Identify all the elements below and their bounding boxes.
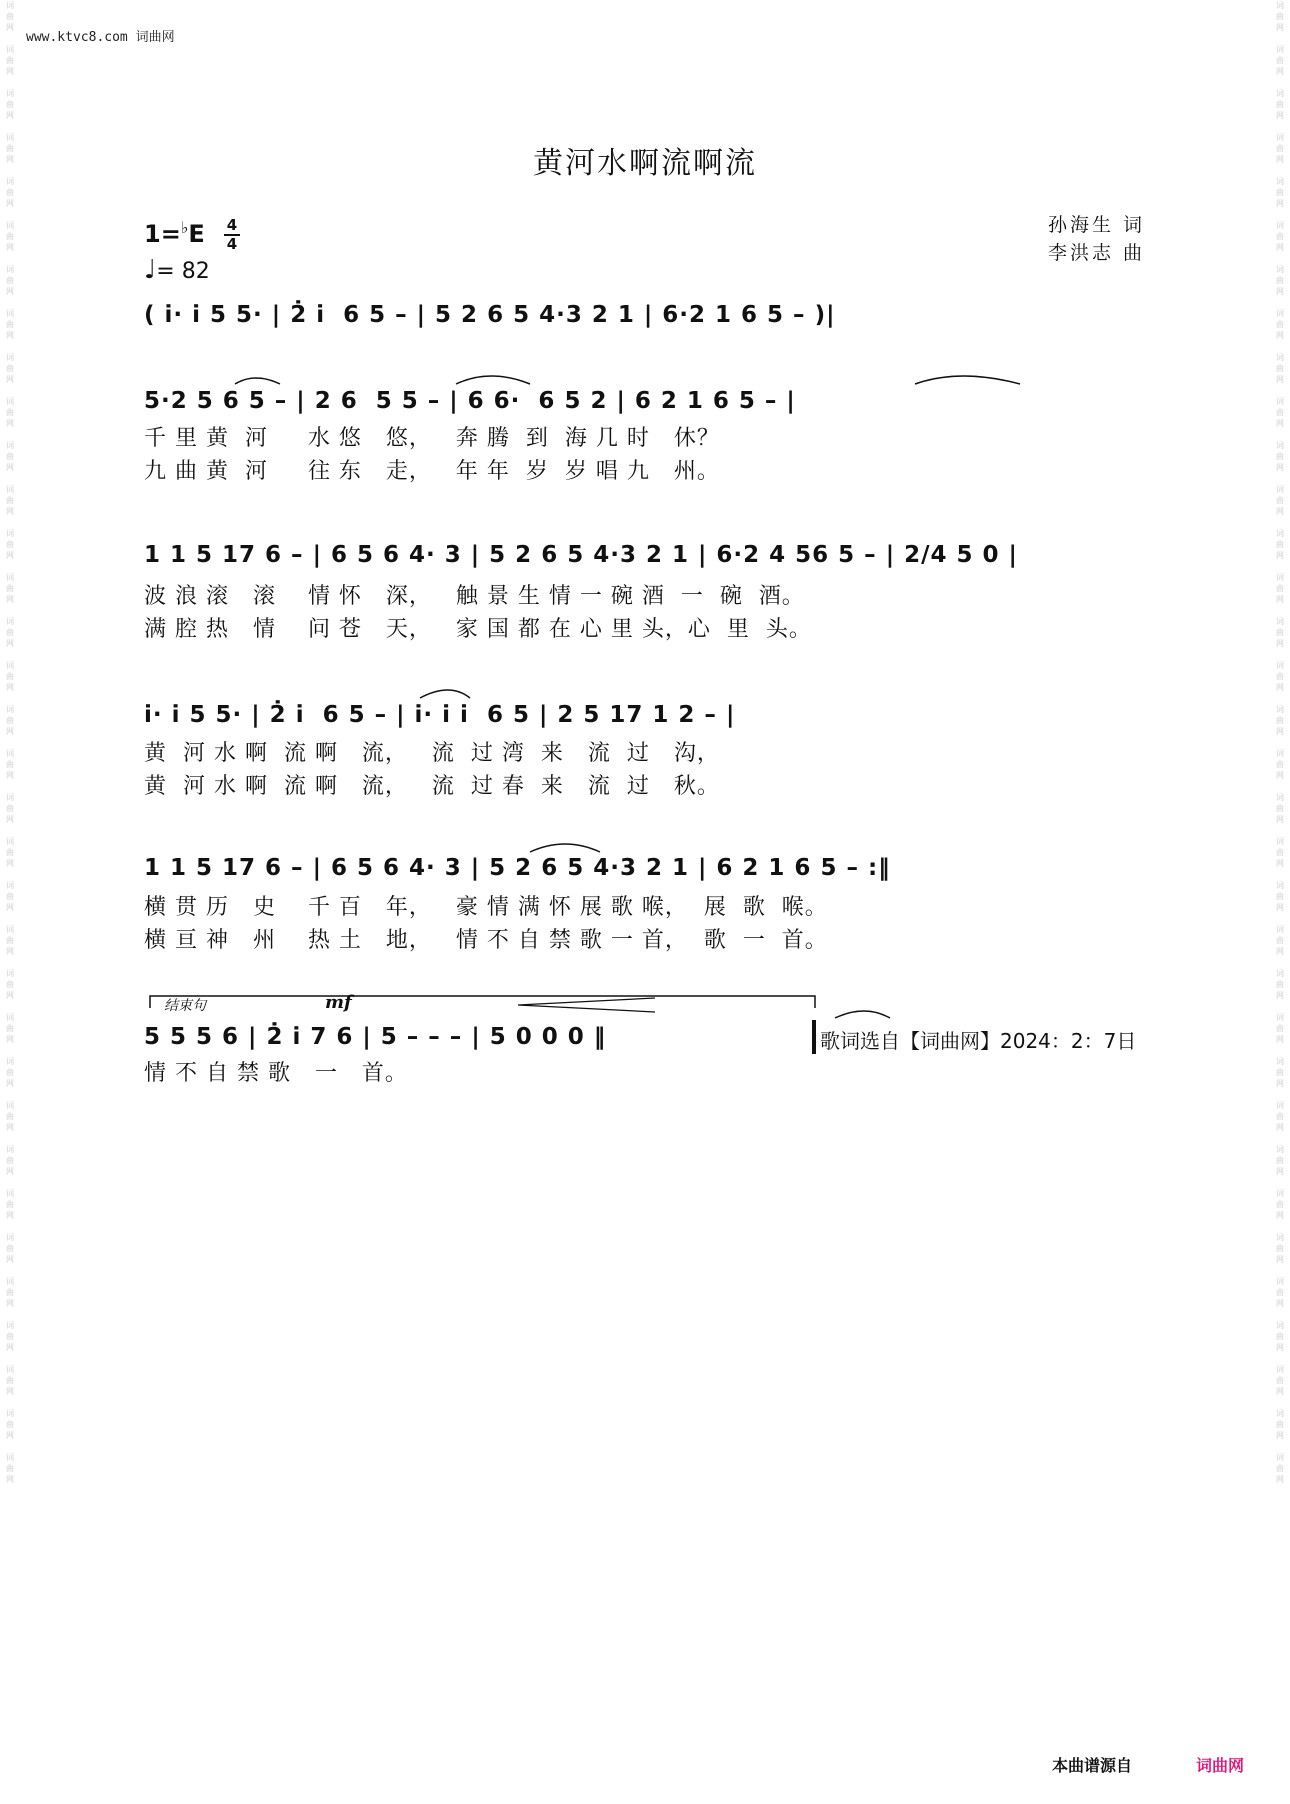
slur — [456, 376, 530, 384]
notation-line-2: 1 1 5 17 6 – | 6 5 6 4· 3 | 5 2 6 5 4·3 2 1 | 6·2 4 56 5 – | 2/4 5 0 | — [144, 542, 1018, 568]
hairpin — [518, 998, 655, 1012]
coda-label: 结束句 — [164, 998, 206, 1014]
quarter-note-icon: ♩ — [144, 255, 157, 285]
slur — [235, 378, 280, 384]
time-signature — [224, 218, 240, 252]
watermark-left: 词 曲 网 词 曲 网 词 曲 网 词 曲 网 词 曲 网 词 曲 网 词 曲 网 词 曲 网 词 曲 网 词 曲 网 词 曲 网 词 曲 网 词 曲 网 词 曲 网 词 曲 网 词 曲 网 词 曲 网 词 曲 网 词 曲 网 词 曲 网 词 曲 网 词 曲 网 词 曲 网 词 曲 网 词 曲 网 词 曲 网 词 曲 网 词 曲 网 词 曲 网 词 曲 网 词 曲 网 词 曲 网 词 曲 网 词 曲 网 — [6, 1, 14, 1484]
time-bottom: 4 — [226, 235, 238, 253]
time-top: 4 — [226, 216, 238, 234]
composer-credit: 李洪志 曲 — [1047, 242, 1145, 264]
final-barline — [812, 1020, 816, 1054]
song-title: 黄河水啊流啊流 — [533, 146, 757, 181]
dynamic-marking: mf — [325, 992, 352, 1013]
watermark-right: 词 曲 网 词 曲 网 词 曲 网 词 曲 网 词 曲 网 词 曲 网 词 曲 网 词 曲 网 词 曲 网 词 曲 网 词 曲 网 词 曲 网 词 曲 网 词 曲 网 词 曲 网 词 曲 网 词 曲 网 词 曲 网 词 曲 网 词 曲 网 词 曲 网 词 曲 网 词 曲 网 词 曲 网 词 曲 网 词 曲 网 词 曲 网 词 曲 网 词 曲 网 词 曲 网 词 曲 网 词 曲 网 词 曲 网 词 曲 网 — [1276, 1, 1284, 1484]
notation-line-3: i̇· i̇ 5 5· | 2̇ i̇ 6 5 – | i̇· i̇ i̇ 6 5 | 2 5 17 1 2 – | — [144, 702, 736, 728]
footer-source-label: 本曲谱源自 — [1052, 1756, 1133, 1775]
notation-line-1: 5·2 5 6 5 – | 2 6 5 5 – | 6 6· 6 5 2 | 6 2 1 6 5 – | — [144, 388, 796, 414]
tempo-marking — [144, 255, 210, 285]
slur — [420, 690, 470, 698]
source-note: 歌词选自【词曲网】2024：2：7日 — [820, 1029, 1137, 1053]
lyrics-line-1-verse-1: 千 里 黄 河 水 悠 悠， 奔 腾 到 海 几 时 休？ — [144, 426, 720, 451]
site-header: www.ktvc8.com 词曲网 — [26, 30, 175, 45]
slur — [530, 844, 600, 852]
lyrics-line-4-verse-1: 横 贯 历 史 千 百 年， 豪 情 满 怀 展 歌 喉， 展 歌 喉。 — [144, 895, 828, 920]
lyrics-line-3-verse-2: 黄 河 水 啊 流 啊 流， 流 过 春 来 流 过 秋。 — [144, 774, 720, 799]
flat-sign: ♭ — [180, 218, 189, 237]
lyrics-line-3-verse-1: 黄 河 水 啊 流 啊 流， 流 过 湾 来 流 过 沟， — [144, 741, 720, 766]
notation-line-4: 1 1 5 17 6 – | 6 5 6 4· 3 | 5 2 6 5 4·3 2 1 | 6 2 1 6 5 – :‖ — [144, 855, 891, 881]
key-signature — [144, 218, 205, 248]
lyrics-line-2-verse-2: 满 腔 热 情 问 苍 天， 家 国 都 在 心 里 头，心 里 头。 — [144, 617, 812, 642]
lyrics-line-2-verse-1: 波 浪 滚 滚 情 怀 深， 触 景 生 情 一 碗 酒 一 碗 酒。 — [144, 584, 805, 609]
notation-line-intro: ( i̇· i̇ 5 5· | 2̇ i̇ 6 5 – | 5 2 6 5 4·3 2 1 | 6·2 1 6 5 – )| — [144, 302, 836, 328]
footer-site-link[interactable]: 词曲网 — [1196, 1756, 1245, 1775]
lyrics-line-coda: 情 不 自 禁 歌 一 首。 — [144, 1061, 408, 1086]
slur — [915, 376, 1020, 384]
notation-line-coda: 5 5 5 6 | 2̇ i̇ 7 6 | 5 – – – | 5 0 0 0 ‖ — [144, 1024, 607, 1050]
tempo-value: = 82 — [156, 259, 210, 284]
slur — [835, 1011, 890, 1018]
lyrics-line-4-verse-2: 横 亘 神 州 热 土 地， 情 不 自 禁 歌 一 首， 歌 一 首。 — [144, 928, 828, 953]
key-prefix: 1= — [144, 220, 181, 248]
key-note: E — [188, 220, 205, 248]
lyricist-credit: 孙海生 词 — [1047, 214, 1145, 236]
coda-bracket — [150, 996, 815, 1008]
lyrics-line-1-verse-2: 九 曲 黄 河 往 东 走， 年 年 岁 岁 唱 九 州。 — [144, 459, 720, 484]
